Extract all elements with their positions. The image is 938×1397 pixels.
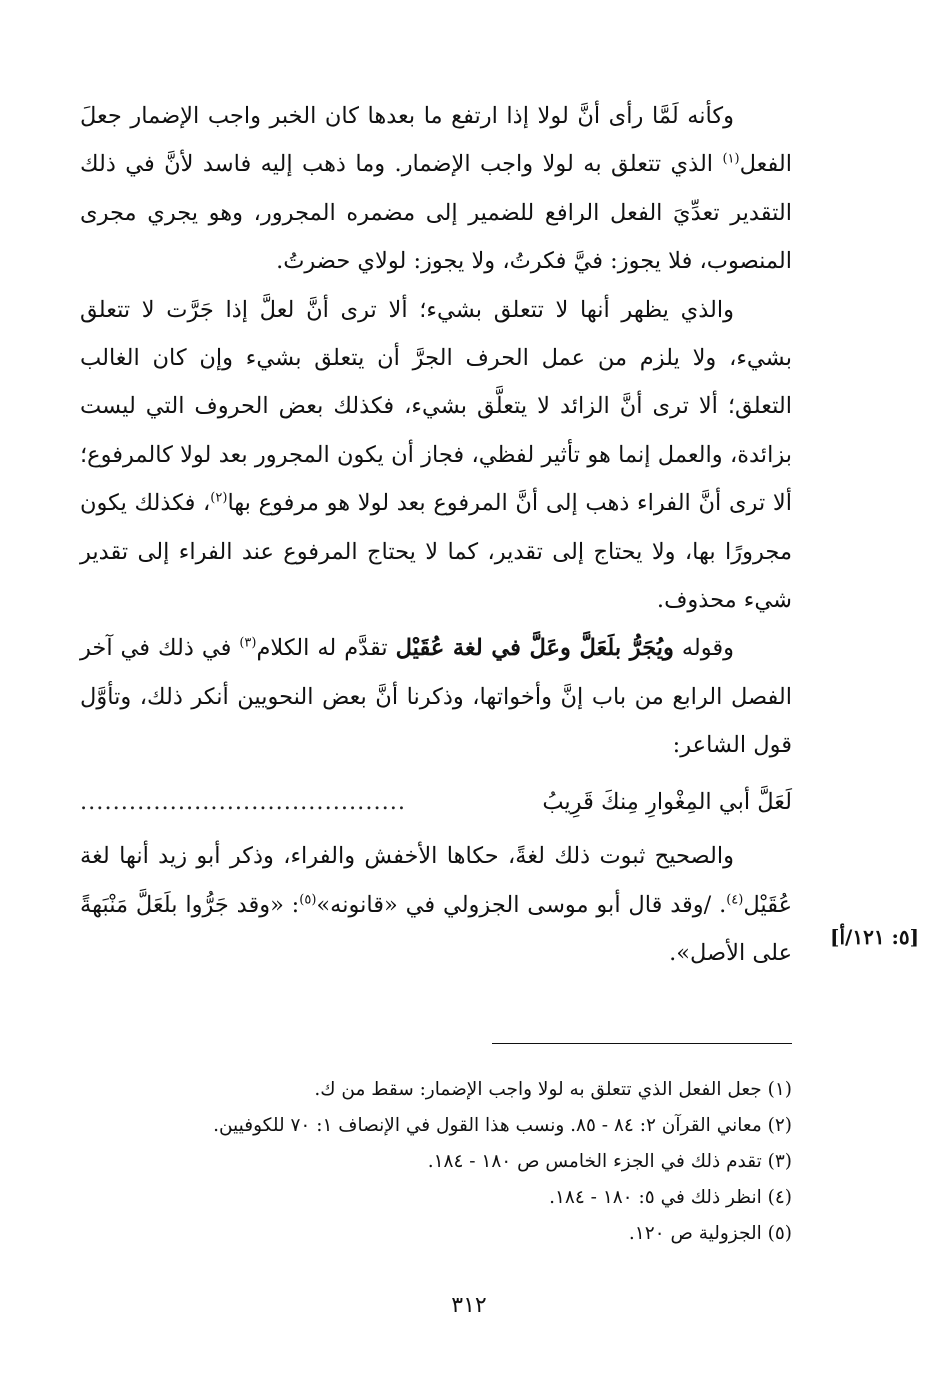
footnote-3: (٣) تقدم ذلك في الجزء الخامس ص ١٨٠ - ١٨٤. <box>427 1151 792 1172</box>
footnote-ref-4: (٤) <box>726 892 744 907</box>
paragraph-1-text: وكأنه لَمَّا رأى أنَّ لولا إذا ارتفع ما بعدها كان الخبر واجب الإضمار جعلَ الفعل <box>80 103 792 178</box>
paragraph-4-text-b: . /وقد قال أبو موسى الجزولي في «قانونه» <box>316 891 727 918</box>
paragraph-3-text-rest: في ذلك في آخر الفصل الرابع من باب إنَّ وأخواتها، وذكرنا أنَّ بعض النحويين أنكر ذلك، وتأوَّل قول الشاعر: <box>80 635 792 759</box>
footnote-ref-2: (٢) <box>210 490 228 506</box>
footnote-separator <box>492 1043 792 1044</box>
paragraph-2-text: والذي يظهر أنها لا تتعلق بشيء؛ ألا ترى أنَّ لعلَّ إذا جَرَّت لا تتعلق بشيء، ولا يلزم من عمل الحرف الجرَّ أن يتعلق بشيء وإن كان الغالب التعلق؛ ألا ترى أنَّ الزائد لا يتعلَّق بشيء، فكذلك بعض الحروف التي ليست بزائدة، والعمل إنما هو تأثير لفظي، فجاز أن يكون المجرور بعد لولا كالمرفوع؛ ألا ترى أنَّ الفراء ذهب إلى أنَّ المرفوع بعد لولا هو مرفوع بها <box>80 296 793 517</box>
footnotes <box>150 1072 792 1252</box>
paragraph-3 <box>80 624 792 769</box>
paragraph-4-text-c: : «وقد جَرُّوا بلَعَلَّ مَنْبَهةً على الأصل». <box>80 891 792 966</box>
quoted-matn: ويُجَرُّ بلَعَلَّ وعَلَّ في لغة عُقَيْل <box>395 635 674 662</box>
footnote-4: (٤) انظر ذلك في ٥: ١٨٠ - ١٨٤. <box>549 1187 792 1208</box>
paragraph-3-text: وقوله <box>673 635 734 662</box>
footnote-5: (٥) الجزولية ص ١٢٠. <box>628 1223 792 1244</box>
verse-missing-hemistich: ........................................ <box>80 788 407 815</box>
footnote-ref-3: (٣) <box>239 635 257 651</box>
manuscript-folio-marker: [٥: ١٢١/أ] <box>830 925 920 949</box>
paragraph-4 <box>80 832 792 977</box>
paragraph-1 <box>80 92 792 286</box>
main-text <box>80 92 792 977</box>
footnote-ref-5: (٥) <box>299 892 317 907</box>
paragraph-4-text: والصحيح ثبوت ذلك لغةً، حكاها الأخفش والفراء، وذكر أبو زيد أنها لغة عُقَيْل <box>80 843 792 918</box>
page-number: ٣١٢ <box>451 1293 487 1318</box>
verse-hemistich: لَعَلَّ أبي المِغْوارِ مِنكَ قَرِيبُ <box>542 788 792 815</box>
poetry-verse <box>80 778 792 826</box>
footnote-ref-1: (١) <box>722 151 740 167</box>
footnote-1: (١) جعل الفعل الذي تتعلق به لولا واجب الإضمار: سقط من ك. <box>314 1079 792 1100</box>
paragraph-3-text-b: تقدَّم له الكلام <box>256 635 396 662</box>
footnote-2: (٢) معاني القرآن ٢: ٨٤ - ٨٥. ونسب هذا القول في الإنصاف ١: ٧٠ للكوفيين. <box>213 1115 792 1136</box>
paragraph-2-text-rest: ، فكذلك يكون مجرورًا بها، ولا يحتاج إلى تقدير، كما لا يحتاج المرفوع عند الفراء إلى تقدير شيء محذوف. <box>80 490 792 614</box>
paragraph-1-text-rest: الذي تتعلق به لولا واجب الإضمار. وما ذهب إليه فاسد لأنَّ في ذلك التقدير تعدِّيَ الفعل الرافع للضمير إلى مضمره المجرور، وهو يجري مجرى المنصوب، فلا يجوز: فيَّ فكرتُ، ولا يجوز: لولاي حضرتُ. <box>80 151 792 275</box>
paragraph-2 <box>80 286 792 625</box>
